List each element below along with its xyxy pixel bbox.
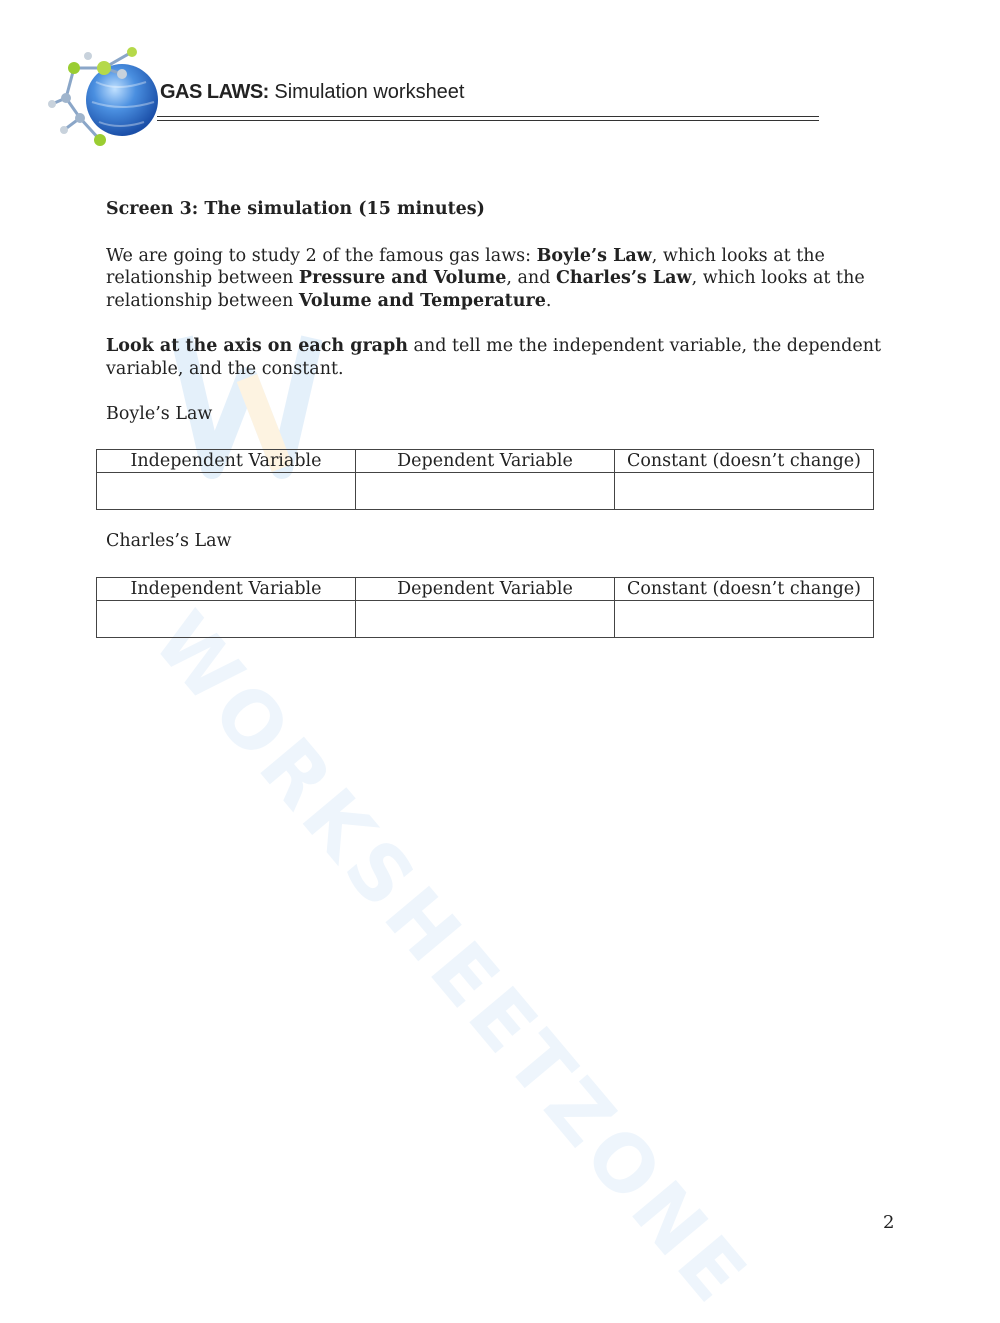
worksheet-content [106,198,896,426]
charles-law-table [96,577,874,638]
boyles-law-table [96,449,874,510]
intro-text: . [545,290,552,311]
header-independent-variable: Independent Variable [97,450,356,473]
intro-text: We are going to study 2 of the famous gas laws: [106,245,537,266]
intro-text: , which looks at the relationship between [106,268,865,311]
instruction-paragraph [106,335,896,380]
intro-paragraph [106,245,896,313]
molecule-globe-logo-icon [44,42,164,154]
page-number: 2 [883,1212,895,1233]
header-constant: Constant (doesn’t change) [615,450,874,473]
section-title: Screen 3: The simulation (15 minutes) [106,199,485,219]
independent-variable-cell[interactable] [97,473,356,510]
intro-bold-term: Volume and Temperature [298,290,546,311]
header-independent-variable: Independent Variable [97,578,356,601]
dependent-variable-cell[interactable] [356,473,615,510]
header-rule-bottom [157,120,819,121]
intro-text: , and [506,268,556,288]
header-title-rest: Simulation worksheet [268,81,465,103]
constant-cell[interactable] [615,473,874,510]
header-dependent-variable: Dependent Variable [356,450,615,473]
header-rule-top [157,116,819,117]
boyles-law-label: Boyle’s Law [106,404,213,424]
watermark-text [136,596,766,1323]
charles-law-label: Charles’s Law [106,531,232,551]
header-constant: Constant (doesn’t change) [615,578,874,601]
constant-cell[interactable] [615,601,874,638]
header-title [160,81,465,104]
watermark-word: WORKSHEETZONE [135,596,766,1323]
instruction-rest: and tell me the independent variable, the dependent variable, and the constant. [106,336,882,379]
header-title-bold: GAS LAWS: [160,81,269,103]
intro-text: , which looks at the relationship between [106,245,825,288]
intro-bold-term: Boyle’s Law [536,245,652,266]
header-dependent-variable: Dependent Variable [356,578,615,601]
dependent-variable-cell[interactable] [356,601,615,638]
intro-bold-term: Charles’s Law [555,268,692,288]
independent-variable-cell[interactable] [97,601,356,638]
intro-bold-term: Pressure and Volume [298,268,507,288]
instruction-bold: Look at the axis on each graph [106,336,408,356]
